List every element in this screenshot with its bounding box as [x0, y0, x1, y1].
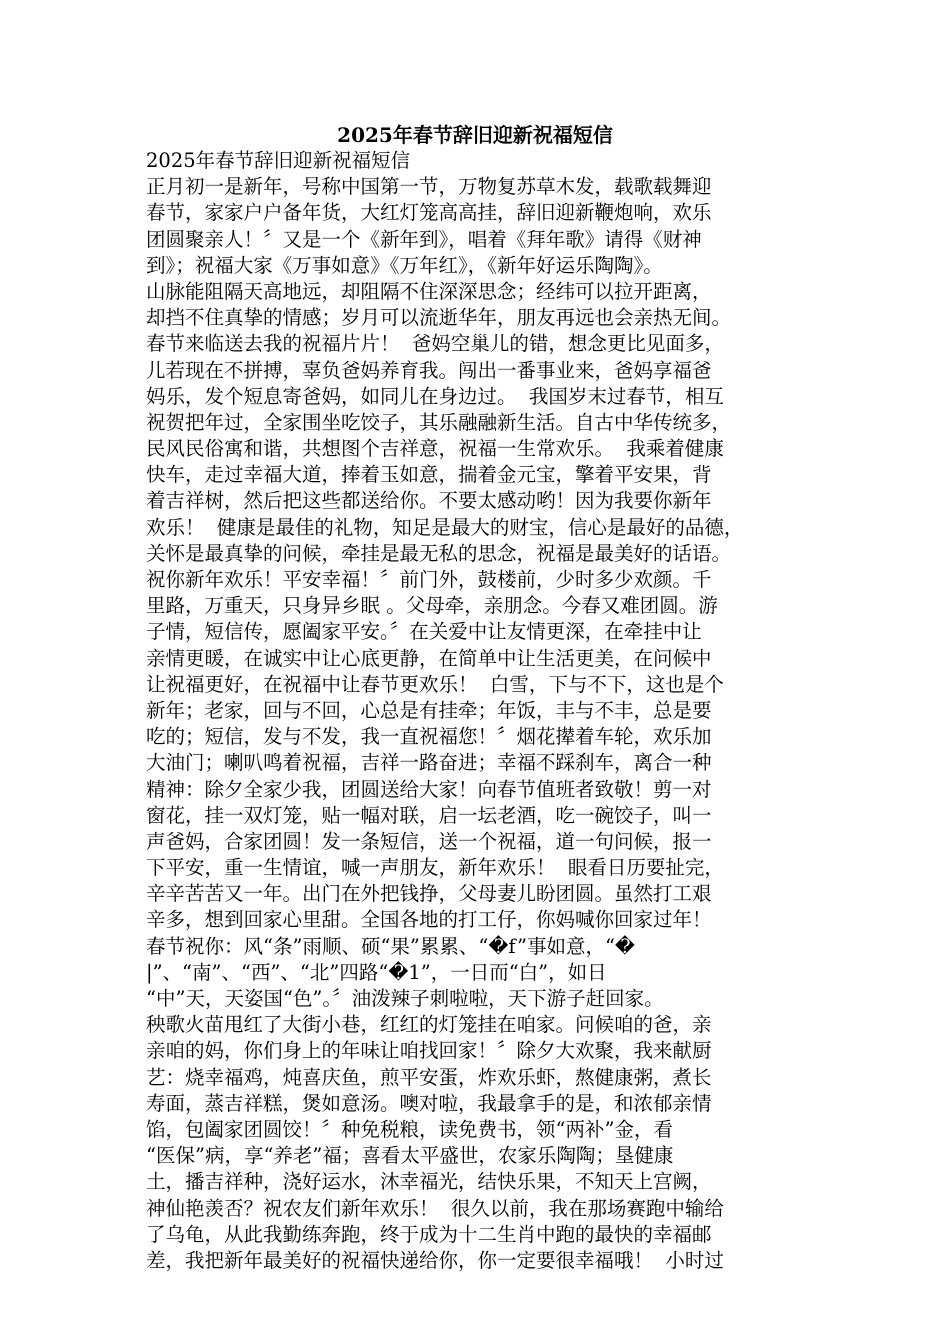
body-line: 吃的；短信，发与不发，我一直祝福您！〞烟花撵着车轮，欢乐加 [146, 725, 712, 749]
body-line: 辛辛苦苦又一年。出门在外把钱挣，父母妻儿盼团圆。虽然打工艰 [146, 882, 712, 906]
body-line: 祝贺把年过，全家围坐吃饺子，其乐融融新生活。自古中华传统多， [146, 410, 732, 434]
document-title: 2025年春节辞旧迎新祝福短信 [337, 123, 613, 147]
body-line: 民风民俗寓和谐，共想图个吉祥意，祝福一生常欢乐。 我乘着健康 [146, 437, 724, 461]
body-line: 2025年春节辞旧迎新祝福短信 [146, 149, 411, 172]
body-line: 了乌龟，从此我勤练奔跑，终于成为十二生肖中跑的最快的幸福邮 [146, 1222, 712, 1246]
body-line: 下平安，重一生情谊，喊一声朋友，新年欢乐！ 眼看日历要扯完， [146, 856, 724, 880]
body-line: 馅，包阖家团圆饺！〞种免税粮，读免费书，领“两补”金，看 [146, 1117, 673, 1141]
body-line: 亲咱的妈，你们身上的年味让咱找回家！〞除夕大欢聚，我来献厨 [146, 1039, 712, 1063]
body-line: 儿若现在不拼搏，辜负爸妈养育我。闯出一番事业来，爸妈享福爸 [146, 358, 712, 382]
body-line: 里路，万重天，只身异乡眠 。父母牵，亲朋念。今春又难团圆。游 [146, 594, 718, 618]
body-line: 秧歌火苗甩红了大街小巷，红红的灯笼挂在咱家。问候咱的爸，亲 [146, 1013, 712, 1037]
body-line: 却挡不住真挚的情感；岁月可以流逝华年，朋友再远也会亲热无间。 [146, 306, 732, 330]
body-line: “中”天，天姿国“色”。〞油泼辣子刺啦啦，天下游子赶回家。 [146, 987, 664, 1010]
body-line: “医保”病，享“养老”福；喜看太平盛世，农家乐陶陶；垦健康 [146, 1144, 674, 1168]
body-line: 妈乐，发个短息寄爸妈，如同儿在身边过。 我国岁末过春节，相互 [146, 384, 724, 408]
body-line: 神仙艳羡否？祝农友们新年欢乐！ 很久以前，我在那场赛跑中输给 [146, 1196, 724, 1220]
body-line: 关怀是最真挚的问候，牵挂是最无私的思念，祝福是最美好的话语。 [146, 541, 732, 565]
body-line: 春节祝你：风“条”雨顺、硕“果”累累、“�f”事如意，“� [146, 934, 635, 958]
body-line: 大油门；喇叭鸣着祝福，吉祥一路奋进；幸福不踩刹车，离合一种 [146, 751, 712, 775]
body-line: 辛多，想到回家心里甜。全国各地的打工仔，你妈喊你回家过年！ [146, 908, 712, 932]
document-body [146, 148, 816, 1274]
body-line: 团圆聚亲人！〞又是一个《新年到》，唱着《拜年歌》请得《财神 [146, 227, 702, 251]
body-line: 差，我把新年最美好的祝福快递给你，你一定要很幸福哦！ 小时过 [146, 1248, 724, 1272]
body-line: 寿面，蒸吉祥糕，煲如意汤。噢对啦，我最拿手的是，和浓郁亲情 [146, 1091, 712, 1115]
body-line: 精神：除夕全家少我，团圆送给大家！向春节值班者致敬！剪一对 [146, 777, 712, 801]
body-line: 艺：烧幸福鸡，炖喜庆鱼，煎平安蛋，炸欢乐虾，熬健康粥，煮长 [146, 1065, 712, 1089]
body-line: 到》；祝福大家《万事如意》《万年红》，《新年好运乐陶陶》。 [146, 253, 663, 277]
body-line: 声爸妈，合家团圆！发一条短信，送一个祝福，道一句问候，报一 [146, 829, 712, 853]
body-line: 窗花，挂一双灯笼，贴一幅对联，启一坛老酒，吃一碗饺子，叫一 [146, 803, 712, 827]
body-line: 正月初一是新年，号称中国第一节，万物复苏草木发，载歌载舞迎 [146, 175, 712, 199]
body-line: 土，播吉祥种，浇好运水，沐幸福光，结快乐果，不知天上宫阙， [146, 1170, 712, 1194]
body-line: 新年；老家，回与不回，心总是有挂牵；年饭，丰与不丰，总是要 [146, 698, 712, 722]
body-line: 亲情更暖，在诚实中让心底更静，在简单中让生活更美，在问候中 [146, 646, 712, 670]
body-line: 着吉祥树，然后把这些都送给你。不要太感动哟！因为我要你新年 [146, 489, 712, 513]
body-line: 子情，短信传，愿阖家平安。〞在关爱中让友情更深，在牵挂中让 [146, 620, 702, 644]
body-line: 快车，走过幸福大道，捧着玉如意，揣着金元宝，擎着平安果，背 [146, 463, 712, 487]
body-line: 春节来临送去我的祝福片片！ 爸妈空巢儿的错，想念更比见面多， [146, 332, 724, 356]
body-line: 山脉能阻隔天高地远，却阻隔不住深深思念；经纬可以拉开距离， [146, 279, 712, 303]
body-line: 让祝福更好，在祝福中让春节更欢乐！ 白雪，下与不下，这也是个 [146, 672, 724, 696]
body-line: 春节，家家户户备年货，大红灯笼高高挂，辞旧迎新鞭炮响，欢乐 [146, 201, 712, 225]
body-line: 祝你新年欢乐！平安幸福！〞前门外，鼓楼前，少时多少欢颜。千 [146, 568, 712, 591]
body-line: |”、“南”、“西”、“北”四路“�1”，一日而“白”，如日 [146, 960, 607, 984]
body-line: 欢乐！ 健康是最佳的礼物，知足是最大的财宝，信心是最好的品德， [146, 515, 744, 539]
